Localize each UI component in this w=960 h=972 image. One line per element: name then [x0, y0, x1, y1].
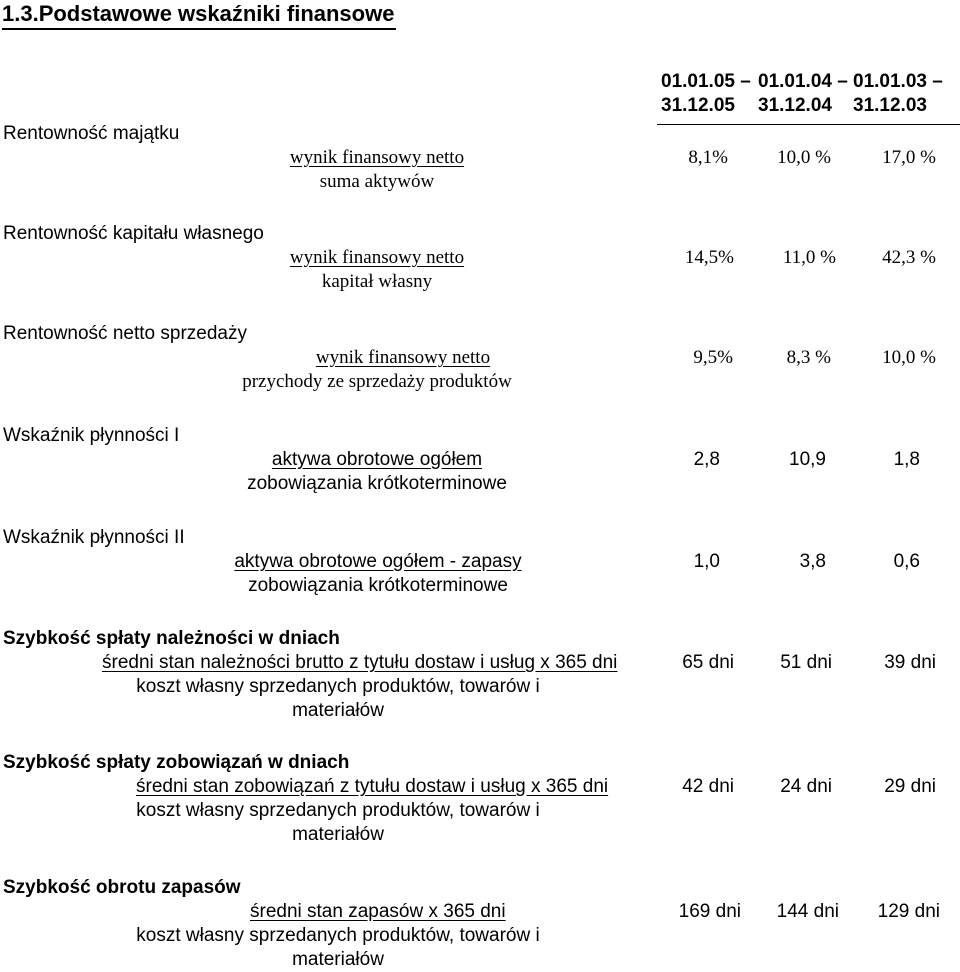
formula-numerator: średni stan zapasów x 365 dni [250, 901, 506, 922]
value-2003: 0,6 [893, 551, 920, 572]
formula-numerator: wynik finansowy netto [315, 347, 491, 368]
formula-denominator: zobowiązania krótkoterminowe [247, 473, 507, 494]
indicator-title: Rentowność netto sprzedaży [3, 323, 247, 344]
formula [232, 550, 524, 598]
value-2004: 144 dni [776, 901, 839, 922]
value-2004: 24 dni [780, 776, 832, 797]
formula-numerator: aktywa obrotowe ogółem [271, 449, 483, 470]
period-headers [657, 70, 960, 125]
formula-denominator: suma aktywów [319, 171, 435, 192]
formula-denominator-line2: materiałów [292, 824, 384, 845]
value-2004: 51 dni [780, 652, 832, 673]
value-2004: 3,8 [799, 551, 826, 572]
formula [100, 900, 644, 972]
value-2004: 10,9 [789, 449, 826, 470]
formula [280, 246, 474, 294]
value-2004: 8,3 % [786, 347, 831, 368]
section-heading: 1.3.Podstawowe wskaźniki finansowe [2, 0, 396, 30]
formula-denominator-line2: materiałów [292, 700, 384, 721]
indicator-title: Szybkość spłaty należności w dniach [3, 628, 340, 649]
formula [228, 346, 526, 394]
value-2005: 8,1% [688, 147, 728, 168]
formula-denominator: zobowiązania krótkoterminowe [248, 575, 508, 596]
formula [100, 775, 644, 847]
value-2003: 39 dni [884, 652, 936, 673]
indicator-title: Rentowność majątku [3, 123, 180, 144]
indicator-title: Rentowność kapitału własnego [3, 223, 264, 244]
period-end: 31.12.03 [853, 95, 927, 116]
formula-numerator: wynik finansowy netto [289, 247, 465, 268]
period-start: 01.01.04 – [758, 71, 848, 92]
formula-denominator-line1: koszt własny sprzedanych produktów, towarów i [136, 676, 540, 697]
formula-denominator: kapitał własny [321, 271, 433, 292]
value-2003: 29 dni [884, 776, 936, 797]
value-2005: 1,0 [693, 551, 720, 572]
value-2005: 9,5% [693, 347, 733, 368]
formula-numerator: wynik finansowy netto [289, 147, 465, 168]
formula [100, 651, 644, 723]
value-2005: 169 dni [678, 901, 741, 922]
value-2003: 129 dni [877, 901, 940, 922]
value-2003: 1,8 [893, 449, 920, 470]
period-start: 01.01.03 – [853, 71, 943, 92]
period-end: 31.12.05 [661, 95, 735, 116]
value-2005: 2,8 [693, 449, 720, 470]
value-2005: 14,5% [684, 247, 734, 268]
value-2003: 42,3 % [882, 247, 936, 268]
value-2005: 42 dni [682, 776, 734, 797]
formula-denominator: przychody ze sprzedaży produktów [242, 371, 512, 392]
formula-numerator: średni stan zobowiązań z tytułu dostaw i usług x 365 dni [136, 776, 609, 797]
formula [244, 448, 510, 496]
formula [280, 146, 474, 194]
value-2003: 10,0 % [882, 347, 936, 368]
formula-denominator-line1: koszt własny sprzedanych produktów, towarów i [136, 800, 540, 821]
formula-denominator-line1: koszt własny sprzedanych produktów, towarów i [136, 925, 540, 946]
value-2004: 10,0 % [777, 147, 831, 168]
formula-numerator: aktywa obrotowe ogółem - zapasy [234, 551, 522, 572]
indicator-title: Wskaźnik płynności I [3, 425, 180, 446]
value-2004: 11,0 % [782, 247, 836, 268]
indicator-title: Szybkość spłaty zobowiązań w dniach [3, 752, 350, 773]
indicator-title: Wskaźnik płynności II [3, 527, 185, 548]
formula-numerator: średni stan należności brutto z tytułu dostaw i usług x 365 dni [102, 652, 618, 673]
formula-denominator-line2: materiałów [292, 949, 384, 970]
period-header-2004 [758, 70, 848, 118]
indicator-title: Szybkość obrotu zapasów [3, 877, 241, 898]
value-2005: 65 dni [682, 652, 734, 673]
period-end: 31.12.04 [758, 95, 832, 116]
period-header-2003 [853, 70, 943, 118]
period-header-2005 [661, 70, 751, 118]
period-start: 01.01.05 – [661, 71, 751, 92]
value-2003: 17,0 % [882, 147, 936, 168]
